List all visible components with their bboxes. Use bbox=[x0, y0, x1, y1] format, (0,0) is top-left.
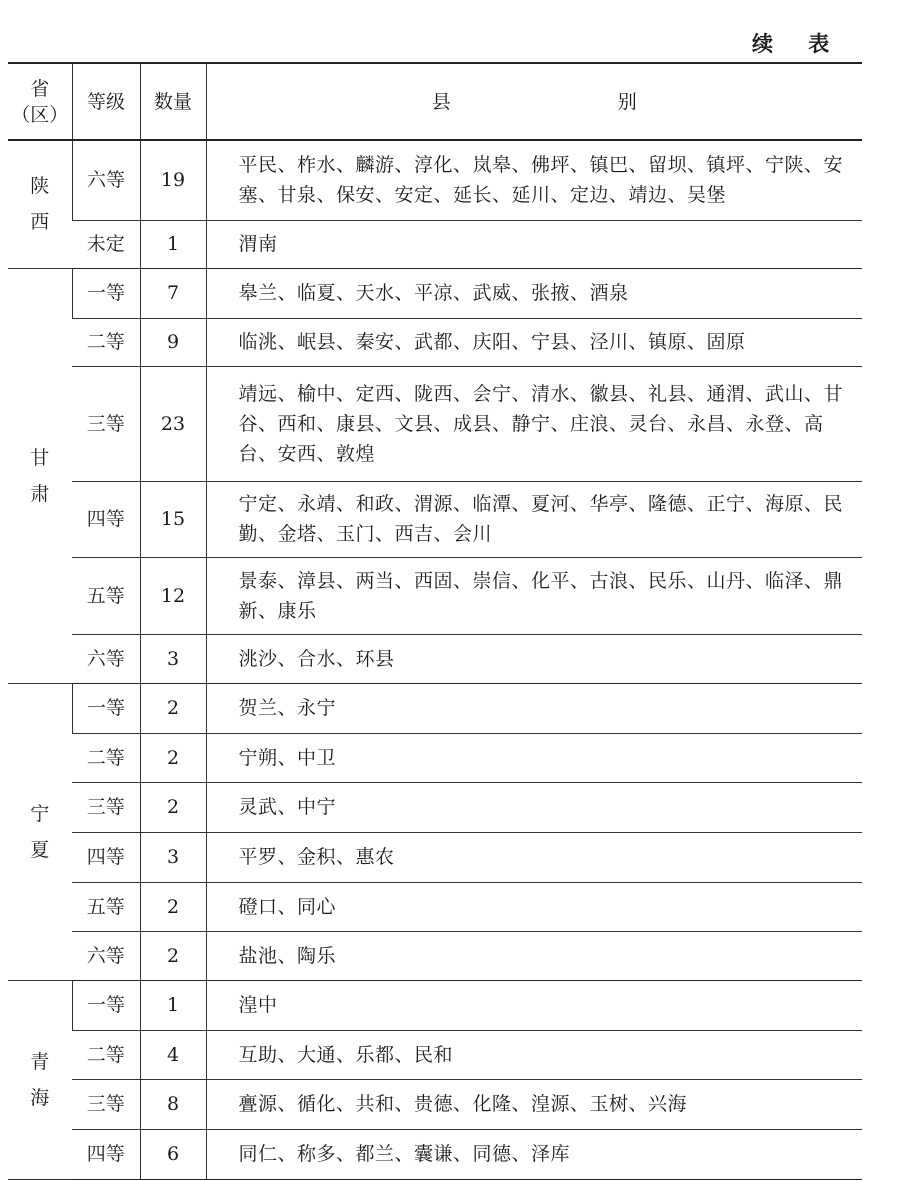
table-row bbox=[8, 782, 862, 832]
table-row bbox=[8, 140, 862, 220]
count-cell: 6 bbox=[140, 1129, 206, 1179]
county-grade-table-wrapper bbox=[8, 62, 862, 1180]
table-row bbox=[8, 733, 862, 782]
count-cell: 12 bbox=[140, 557, 206, 634]
counties-cell: 磴口、同心 bbox=[206, 882, 862, 931]
table-row bbox=[8, 557, 862, 634]
grade-cell: 五等 bbox=[72, 557, 140, 634]
province-char: 青 bbox=[30, 1050, 50, 1073]
grade-cell: 一等 bbox=[72, 268, 140, 318]
table-row bbox=[8, 832, 862, 882]
province-char: 肃 bbox=[30, 482, 50, 505]
counties-cell: 平民、柞水、麟游、淳化、岚皋、佛坪、镇巴、留坝、镇坪、宁陕、安塞、甘泉、保安、安定、延长、延川、定边、靖边、吴堡 bbox=[206, 140, 862, 220]
table-row bbox=[8, 1030, 862, 1079]
table-row bbox=[8, 268, 862, 318]
table-row bbox=[8, 1129, 862, 1179]
counties-cell: 同仁、称多、都兰、囊谦、同德、泽库 bbox=[206, 1129, 862, 1179]
header-counties-char1: 县 bbox=[431, 90, 451, 113]
table-row bbox=[8, 220, 862, 268]
grade-cell: 三等 bbox=[72, 782, 140, 832]
province-cell bbox=[8, 268, 72, 683]
table-body bbox=[8, 140, 862, 1179]
counties-cell: 宁朔、中卫 bbox=[206, 733, 862, 782]
header-province-line1: 省 bbox=[30, 77, 50, 100]
table-row bbox=[8, 980, 862, 1030]
counties-cell: 亹源、循化、共和、贵德、化隆、湟源、玉树、兴海 bbox=[206, 1079, 862, 1129]
grade-cell: 未定 bbox=[72, 220, 140, 268]
counties-cell: 平罗、金积、惠农 bbox=[206, 832, 862, 882]
counties-cell: 盐池、陶乐 bbox=[206, 931, 862, 980]
count-cell: 23 bbox=[140, 366, 206, 481]
count-cell: 1 bbox=[140, 220, 206, 268]
counties-cell: 洮沙、合水、环县 bbox=[206, 634, 862, 683]
counties-cell: 靖远、榆中、定西、陇西、会宁、清水、徽县、礼县、通渭、武山、甘谷、西和、康县、文县、成县、静宁、庄浪、灵台、永昌、永登、高台、安西、敦煌 bbox=[206, 366, 862, 481]
grade-cell: 六等 bbox=[72, 931, 140, 980]
header-grade: 等级 bbox=[72, 63, 140, 140]
counties-cell: 皋兰、临夏、天水、平凉、武威、张掖、酒泉 bbox=[206, 268, 862, 318]
count-cell: 2 bbox=[140, 782, 206, 832]
province-cell bbox=[8, 683, 72, 980]
table-row bbox=[8, 366, 862, 481]
grade-cell: 六等 bbox=[72, 140, 140, 220]
grade-cell: 四等 bbox=[72, 832, 140, 882]
province-cell bbox=[8, 140, 72, 268]
header-counties-char2: 别 bbox=[617, 90, 637, 113]
counties-cell: 渭南 bbox=[206, 220, 862, 268]
count-cell: 3 bbox=[140, 832, 206, 882]
count-cell: 2 bbox=[140, 931, 206, 980]
table-row bbox=[8, 882, 862, 931]
count-cell: 2 bbox=[140, 882, 206, 931]
count-cell: 19 bbox=[140, 140, 206, 220]
header-province-line2: （区） bbox=[11, 103, 69, 126]
count-cell: 1 bbox=[140, 980, 206, 1030]
province-char: 陕 bbox=[30, 175, 50, 198]
count-cell: 7 bbox=[140, 268, 206, 318]
grade-cell: 五等 bbox=[72, 882, 140, 931]
table-row bbox=[8, 683, 862, 733]
table-caption: 续 表 bbox=[752, 31, 844, 56]
header-row bbox=[8, 63, 862, 140]
province-char: 海 bbox=[30, 1086, 50, 1109]
header-province bbox=[8, 63, 72, 140]
header-counties bbox=[206, 63, 862, 140]
counties-cell: 灵武、中宁 bbox=[206, 782, 862, 832]
grade-cell: 三等 bbox=[72, 1079, 140, 1129]
counties-cell: 景泰、漳县、两当、西固、崇信、化平、古浪、民乐、山丹、临泽、鼎新、康乐 bbox=[206, 557, 862, 634]
grade-cell: 二等 bbox=[72, 733, 140, 782]
table-row bbox=[8, 481, 862, 557]
grade-cell: 一等 bbox=[72, 980, 140, 1030]
grade-cell: 二等 bbox=[72, 318, 140, 366]
grade-cell: 一等 bbox=[72, 683, 140, 733]
province-cell bbox=[8, 980, 72, 1179]
province-char: 宁 bbox=[30, 802, 50, 825]
province-char: 夏 bbox=[30, 838, 50, 861]
count-cell: 2 bbox=[140, 683, 206, 733]
grade-cell: 四等 bbox=[72, 481, 140, 557]
grade-cell: 四等 bbox=[72, 1129, 140, 1179]
counties-cell: 宁定、永靖、和政、渭源、临潭、夏河、华亭、隆德、正宁、海原、民勤、金塔、玉门、西吉、会川 bbox=[206, 481, 862, 557]
table-row bbox=[8, 318, 862, 366]
grade-cell: 二等 bbox=[72, 1030, 140, 1079]
province-char: 西 bbox=[30, 211, 50, 234]
count-cell: 8 bbox=[140, 1079, 206, 1129]
count-cell: 9 bbox=[140, 318, 206, 366]
counties-cell: 互助、大通、乐都、民和 bbox=[206, 1030, 862, 1079]
table-row bbox=[8, 634, 862, 683]
count-cell: 3 bbox=[140, 634, 206, 683]
count-cell: 4 bbox=[140, 1030, 206, 1079]
table-row bbox=[8, 931, 862, 980]
counties-cell: 临洮、岷县、秦安、武都、庆阳、宁县、泾川、镇原、固原 bbox=[206, 318, 862, 366]
header-count: 数量 bbox=[140, 63, 206, 140]
count-cell: 15 bbox=[140, 481, 206, 557]
province-char: 甘 bbox=[30, 446, 50, 469]
count-cell: 2 bbox=[140, 733, 206, 782]
table-row bbox=[8, 1079, 862, 1129]
counties-cell: 湟中 bbox=[206, 980, 862, 1030]
counties-cell: 贺兰、永宁 bbox=[206, 683, 862, 733]
county-grade-table bbox=[8, 62, 862, 1180]
grade-cell: 六等 bbox=[72, 634, 140, 683]
grade-cell: 三等 bbox=[72, 366, 140, 481]
